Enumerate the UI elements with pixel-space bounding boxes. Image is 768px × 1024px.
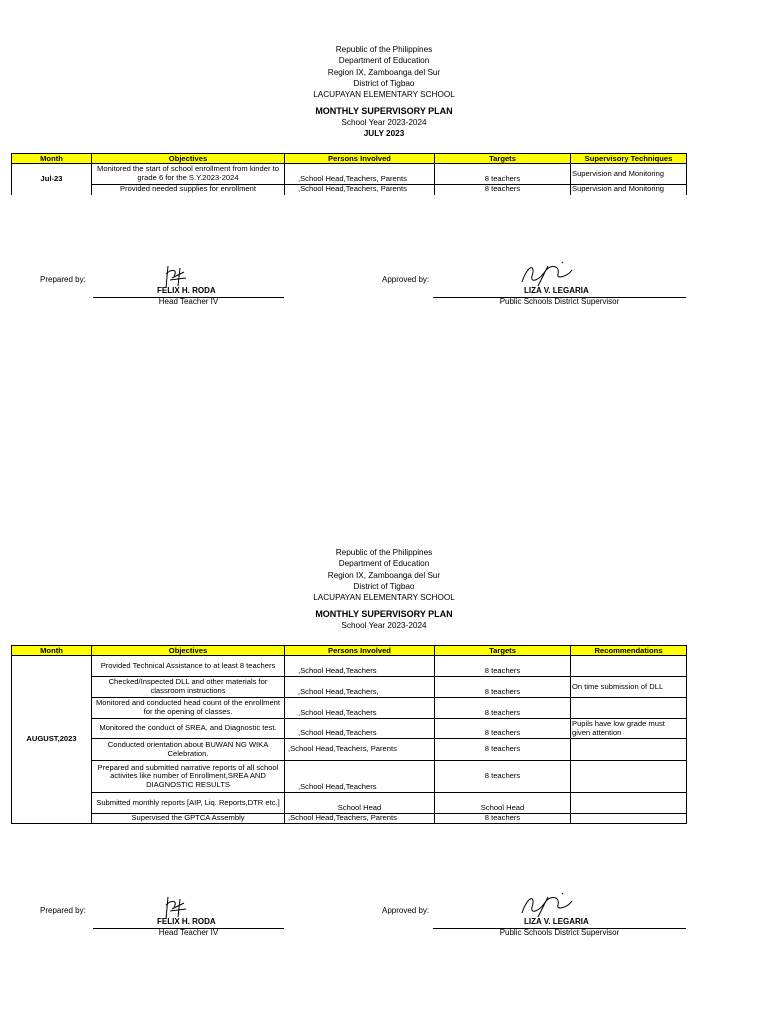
objective-cell: Checked/Inspected DLL and other materials for classroom instructions — [92, 677, 285, 698]
col-objectives: Objectives — [92, 154, 285, 164]
objective-cell: Monitored the conduct of SREA, and Diagnostic test. — [92, 719, 285, 739]
targets-cell: 8 teachers — [435, 164, 571, 185]
header-district: District of Tigbao — [353, 581, 415, 591]
approver-position: Public Schools District Supervisor — [499, 928, 620, 937]
preparer-name: FELIX H. RODA — [157, 917, 216, 926]
objective-cell: Monitored and conducted head count of the enrollment for the opening of classes. — [92, 698, 285, 719]
recommendation-cell — [571, 698, 687, 719]
col-recommendations: Recommendations — [571, 646, 687, 656]
technique-cell: Supervision and Monitoring — [571, 185, 687, 195]
header-region: Region IX, Zamboanga del Sur — [327, 570, 441, 580]
approver-name: LIZA V. LEGARIA — [524, 917, 589, 926]
objective-cell: Monitored the start of school enrollment from kinder to grade 6 for the S.Y.2023-2024 — [92, 164, 285, 185]
persons-cell: ,School Head,Teachers — [285, 656, 435, 677]
recommendation-cell — [571, 814, 687, 824]
objective-cell: Submitted monthly reports [AIP, Liq. Reports,DTR etc.] — [92, 793, 285, 814]
school-year: School Year 2023-2024 — [341, 118, 427, 128]
table-row — [12, 656, 687, 677]
approver-signature — [518, 891, 574, 919]
persons-cell: ,School Head,Teachers, Parents — [285, 739, 435, 761]
header-republic: Republic of the Philippines — [335, 45, 433, 54]
header-school: LACUPAYAN ELEMENTARY SCHOOL — [313, 90, 455, 100]
col-objectives: Objectives — [92, 646, 285, 656]
col-month: Month — [12, 646, 92, 656]
targets-cell: 8 teachers — [435, 814, 571, 824]
month-cell: AUGUST,2023 — [12, 656, 92, 824]
persons-cell: ,School Head,Teachers, Parents — [285, 164, 435, 185]
persons-cell: School Head — [285, 793, 435, 814]
objective-cell: Supervised the GPTCA Assembly — [92, 814, 285, 824]
header-republic: Republic of the Philippines — [335, 548, 433, 557]
col-persons: Persons Involved — [285, 154, 435, 164]
table-row — [12, 185, 687, 195]
persons-cell: ,School Head,Teachers — [285, 698, 435, 719]
targets-cell: 8 teachers — [435, 185, 571, 195]
preparer-position: Head Teacher IV — [158, 928, 219, 937]
recommendation-cell — [571, 739, 687, 761]
july-plan-table — [11, 153, 687, 195]
table-header-row — [12, 154, 687, 164]
recommendation-cell — [571, 656, 687, 677]
col-targets: Targets — [435, 646, 571, 656]
august-header — [170, 547, 598, 631]
targets-cell: School Head — [435, 793, 571, 814]
prepared-by-label: Prepared by: — [40, 275, 86, 284]
targets-cell: 8 teachers — [435, 698, 571, 719]
targets-cell: 8 teachers — [435, 656, 571, 677]
persons-cell: ,School Head,Teachers, — [285, 677, 435, 698]
table-row — [12, 719, 687, 739]
approver-signature — [518, 260, 574, 288]
table-row — [12, 739, 687, 761]
header-district: District of Tigbao — [353, 78, 415, 88]
approved-by-label: Approved by: — [382, 906, 430, 915]
prepared-by-label: Prepared by: — [40, 906, 86, 915]
july-header — [170, 44, 598, 139]
august-plan-table — [11, 645, 687, 824]
table-header-row — [12, 646, 687, 656]
header-department: Department of Education — [338, 559, 430, 569]
col-month: Month — [12, 154, 92, 164]
technique-cell: Supervision and Monitoring — [571, 164, 687, 185]
header-school: LACUPAYAN ELEMENTARY SCHOOL — [313, 593, 455, 603]
persons-cell: ,School Head,Teachers — [285, 719, 435, 739]
school-year: School Year 2023-2024 — [341, 621, 427, 631]
table-row — [12, 761, 687, 793]
month-cell: Jul-23 — [12, 164, 92, 195]
table-row — [12, 793, 687, 814]
col-targets: Targets — [435, 154, 571, 164]
approved-by-label: Approved by: — [382, 275, 430, 284]
plan-title: MONTHLY SUPERVISORY PLAN — [315, 609, 453, 620]
targets-cell: 8 teachers — [435, 761, 571, 793]
objective-cell: Provided Technical Assistance to at least 8 teachers — [92, 656, 285, 677]
plan-title: MONTHLY SUPERVISORY PLAN — [315, 106, 453, 117]
header-department: Department of Education — [338, 56, 430, 66]
july-subtitle: JULY 2023 — [363, 129, 405, 139]
targets-cell: 8 teachers — [435, 739, 571, 761]
recommendation-cell — [571, 761, 687, 793]
objective-cell: Prepared and submitted narrative reports of all school activites like number of Enrollment,SREA AND DIAGNOSTIC RESULTS — [92, 761, 285, 793]
targets-cell: 8 teachers — [435, 719, 571, 739]
table-row — [12, 698, 687, 719]
targets-cell: 8 teachers — [435, 677, 571, 698]
approver-name: LIZA V. LEGARIA — [524, 286, 589, 295]
preparer-position: Head Teacher IV — [158, 297, 219, 306]
persons-cell: ,School Head,Teachers, Parents — [285, 185, 435, 195]
recommendation-cell: On time submission of DLL — [571, 677, 687, 698]
table-row — [12, 814, 687, 824]
objective-cell: Conducted orientation about BUWAN NG WIKA Celebration. — [92, 739, 285, 761]
persons-cell: ,School Head,Teachers, Parents — [285, 814, 435, 824]
recommendation-cell — [571, 793, 687, 814]
approver-position: Public Schools District Supervisor — [499, 297, 620, 306]
table-row — [12, 164, 687, 185]
header-region: Region IX, Zamboanga del Sur — [327, 67, 441, 77]
objective-cell: Provided needed supplies for enrollment — [92, 185, 285, 195]
preparer-name: FELIX H. RODA — [157, 286, 216, 295]
persons-cell: ,School Head,Teachers — [285, 761, 435, 793]
col-persons: Persons Involved — [285, 646, 435, 656]
recommendation-cell: Pupils have low grade must given attention — [571, 719, 687, 739]
table-row — [12, 677, 687, 698]
col-techniques: Supervisory Techniques — [571, 154, 687, 164]
